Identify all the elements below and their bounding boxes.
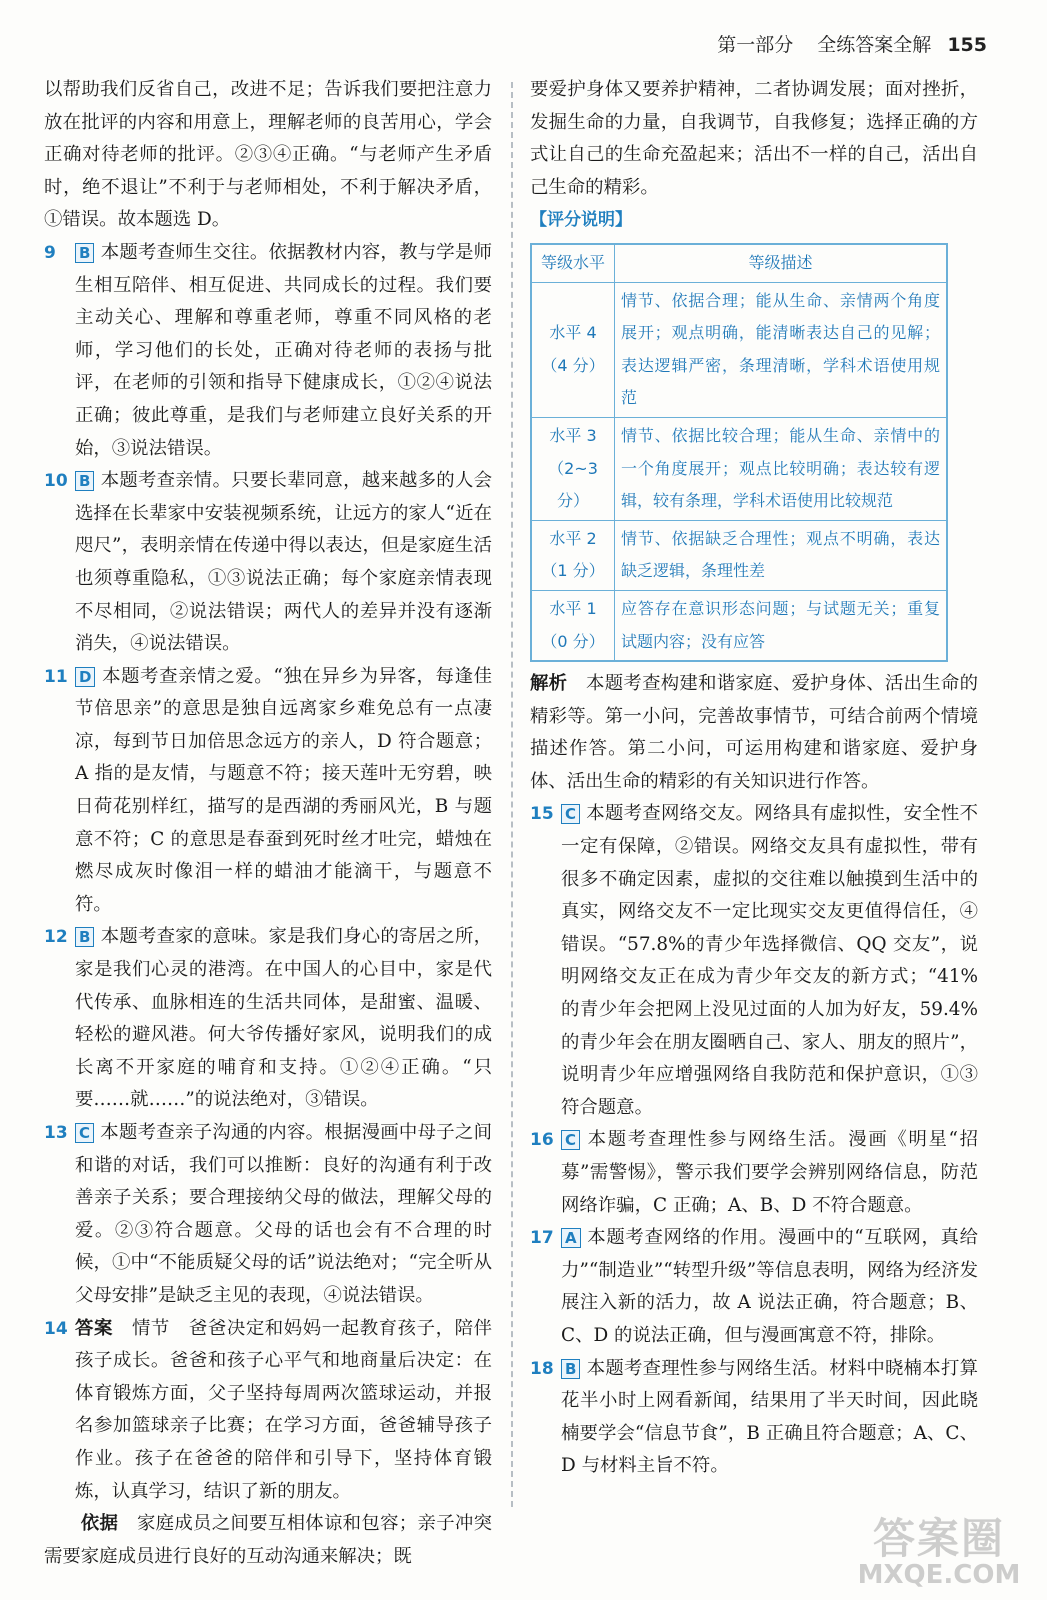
scoring-label: 【评分说明】	[530, 210, 632, 231]
question-number: 13	[44, 1123, 68, 1143]
question-13	[44, 1117, 492, 1313]
question-number: 10	[44, 471, 68, 492]
level-score: （2~3 分）	[548, 458, 598, 511]
level-cell	[531, 520, 615, 590]
question-explanation: 本题考查亲情。只要长辈同意，越来越多的人会选择在长辈家中安装视频系统，让远方的家人“近在咫尺”，表明亲情在传递中得以表达，但是家庭生活也须尊重隐私，①③说法正确；每个家庭亲情表现不尽相同，②说法错误；两代人的差异并没有逐渐消失，④说法错误。	[75, 470, 492, 655]
desc-cell: 情节、依据比较合理；能从生命、亲情中的一个角度展开；观点比较明确；表达较有逻辑，较有条理，学科术语使用比较规范	[615, 417, 948, 520]
scoring-heading	[530, 204, 978, 237]
table-row	[531, 520, 947, 590]
scoring-table	[530, 243, 948, 662]
header-part: 第一部分	[717, 34, 794, 56]
column-divider	[511, 82, 513, 1507]
table-row	[531, 417, 947, 520]
answer-badge: D	[75, 667, 95, 687]
answer-badge: B	[561, 1359, 580, 1379]
question-9	[44, 237, 492, 465]
question-number: 17	[530, 1228, 554, 1249]
page-header	[717, 30, 987, 57]
answer-badge: B	[75, 243, 94, 263]
question-14	[44, 1313, 492, 1509]
level-name: 水平 4	[549, 323, 597, 343]
left-column	[44, 74, 492, 1573]
watermark-logo	[849, 1506, 1029, 1596]
answer-badge: C	[75, 1123, 94, 1143]
question-explanation: 本题考查理性参与网络生活。材料中晓楠本打算花半小时上网看新闻，结果用了半天时间，因此晓楠要学会“信息节食”，B 正确且符合题意；A、C、D 与材料主旨不符。	[561, 1357, 978, 1477]
watermark-mark: 答案圈	[872, 1514, 1005, 1563]
level-score: （0 分）	[541, 631, 605, 651]
question-explanation: 本题考查家的意味。家是我们身心的寄居之所，家是我们心灵的港湾。在中国人的心目中，家是代代传承、血脉相连的生活共同体，是甜蜜、温暖、轻松的避风港。何大爷传播好家风，说明我们的成长离不开家庭的哺育和支持。①②④正确。“只要……就……”的说法绝对，③错误。	[75, 926, 492, 1111]
analysis-label: 解析	[530, 673, 568, 695]
level-cell	[531, 590, 615, 661]
question-16	[530, 1124, 978, 1222]
watermark-url: MXQE.COM	[857, 1560, 1021, 1590]
table-row	[531, 590, 947, 661]
question-number: 15	[530, 804, 554, 825]
page-number: 155	[947, 34, 987, 56]
question-number: 18	[530, 1358, 554, 1379]
answer-badge: B	[75, 927, 94, 947]
question-number: 9	[44, 242, 56, 263]
desc-cell: 应答存在意识形态问题；与试题无关；重复试题内容；没有应答	[615, 590, 948, 661]
answer-badge: B	[75, 471, 94, 491]
question-explanation: 本题考查网络的作用。漫画中的“互联网，真给力”“制造业”“转型升级”等信息表明，网络为经济发展注入新的活力，故 A 说法正确，符合题意；B、C、D 的说法正确，但与漫画寓意不符，排除。	[561, 1227, 978, 1346]
question-11	[44, 661, 492, 922]
level-name: 水平 1	[549, 598, 597, 618]
analysis	[530, 668, 978, 798]
question-number: 16	[530, 1130, 554, 1151]
q8-continuation: 以帮助我们反省自己，改进不足；告诉我们要把注意力放在批评的内容和用意上，理解老师的良苦用心，学会正确对待老师的批评。②③④正确。“与老师产生矛盾时，绝不退让”不利于与老师相处，不利于解决矛盾，①错误。故本题选 D。	[44, 79, 492, 231]
question-18	[530, 1353, 978, 1483]
question-15	[530, 798, 978, 1124]
level-cell	[531, 417, 615, 520]
answer-label: 答案	[75, 1317, 113, 1339]
question-explanation: 本题考查师生交往。依据教材内容，教与学是师生相互陪伴、相互促进、共同成长的过程。我们要主动关心、理解和尊重老师，尊重不同风格的老师，学习他们的长处，正确对待老师的表扬与批评，在老师的引领和指导下健康成长，①②④说法正确；彼此尊重，是我们与老师建立良好关系的开始，③说法错误。	[75, 241, 492, 459]
question-explanation: 本题考查理性参与网络生活。漫画《明星“招募”需警惕》，警示我们要学会辨别网络信息，防范网络诈骗，C 正确；A、B、D 不符合题意。	[561, 1129, 978, 1216]
table-header-desc: 等级描述	[615, 244, 948, 282]
question-number: 11	[44, 666, 68, 687]
desc-cell: 情节、依据合理；能从生命、亲情两个角度展开；观点明确，能清晰表达自己的见解；表达逻辑严密，条理清晰，学科术语使用规范	[615, 282, 948, 417]
header-title: 全练答案全解	[817, 34, 932, 56]
table-header-level: 等级水平	[531, 244, 615, 282]
question-10	[44, 465, 492, 661]
answer-badge: A	[561, 1228, 581, 1248]
basis-label: 依据	[80, 1513, 119, 1535]
desc-cell: 情节、依据缺乏合理性；观点不明确，表达缺乏逻辑，条理性差	[615, 520, 948, 590]
question-explanation: 本题考查亲子沟通的内容。根据漫画中母子之间和谐的对话，我们可以推断：良好的沟通有利于改善亲子关系；要合理接纳父母的做法，理解父母的爱。②③符合题意。父母的话也会有不合理的时候，①中“不能质疑父母的话”说法绝对；“完全听从父母安排”是缺乏主见的表现，④说法错误。	[75, 1122, 492, 1306]
question-explanation: 本题考查网络交友。网络具有虚拟性，安全性不一定有保障，②错误。网络交友具有虚拟性，带有很多不确定因素，虚拟的交往难以触摸到生活中的真实，网络交友不一定比现实交友更值得信任，④错误。“57.8%的青少年选择微信、QQ 交友”，说明网络交友正在成为青少年交友的新方式；“41%的青少年会把网上没见过面的人加为好友，59.4%的青少年会在朋友圈晒自己、家人、朋友的照片”，说明青少年应增强网络自我防范和保护意识，①③符合题意。	[561, 803, 978, 1118]
analysis-text: 本题考查构建和谐家庭、爱护身体、活出生命的精彩等。第一小问，完善故事情节，可结合前两个情境描述作答。第二小问，可运用构建和谐家庭、爱护身体、活出生命的精彩的有关知识进行作答。	[530, 673, 978, 792]
answer-badge: C	[561, 1130, 580, 1150]
right-column	[530, 74, 978, 1483]
answer-badge: C	[561, 804, 580, 824]
table-row	[531, 282, 947, 417]
level-name: 水平 2	[549, 528, 597, 548]
question-number: 12	[44, 927, 68, 948]
level-name: 水平 3	[549, 425, 597, 445]
table-header-row	[531, 244, 947, 282]
question-12	[44, 921, 492, 1117]
level-score: （1 分）	[541, 561, 605, 581]
q14-basis	[44, 1508, 492, 1573]
question-17	[530, 1222, 978, 1352]
level-score: （4 分）	[541, 355, 605, 375]
answer-text: 情节 爸爸决定和妈妈一起教育孩子，陪伴孩子成长。爸爸和孩子心平气和地商量后决定：在体育锻炼方面，父子坚持每周两次篮球运动，并报名参加篮球亲子比赛；在学习方面，爸爸辅导孩子作业。孩子在爸爸的陪伴和引导下，坚持体育锻炼，认真学习，结识了新的朋友。	[75, 1317, 492, 1502]
question-number: 14	[44, 1318, 68, 1339]
basis-text: 家庭成员之间要互相体谅和包容；亲子冲突需要家庭成员进行良好的互动沟通来解决；既	[44, 1513, 492, 1567]
q14-continuation: 要爱护身体又要养护精神，二者协调发展；面对挫折，发掘生命的力量，自我调节，自我修复；选择正确的方式让自己的生命充盈起来；活出不一样的自己，活出自己生命的精彩。	[530, 79, 978, 198]
level-cell	[531, 282, 615, 417]
question-explanation: 本题考查亲情之爱。“独在异乡为异客，每逢佳节倍思亲”的意思是独自远离家乡难免总有一点凄凉，每到节日加倍思念远方的亲人，D 符合题意；A 指的是友情，与题意不符；接天莲叶无穷碧，映日荷花别样红，描写的是西湖的秀丽风光，B 与题意不符；C 的意思是春蚕到死时丝才吐完，蜡烛在燃尽成灰时像泪一样的蜡油才能滴干，与题意不符。	[75, 665, 492, 915]
